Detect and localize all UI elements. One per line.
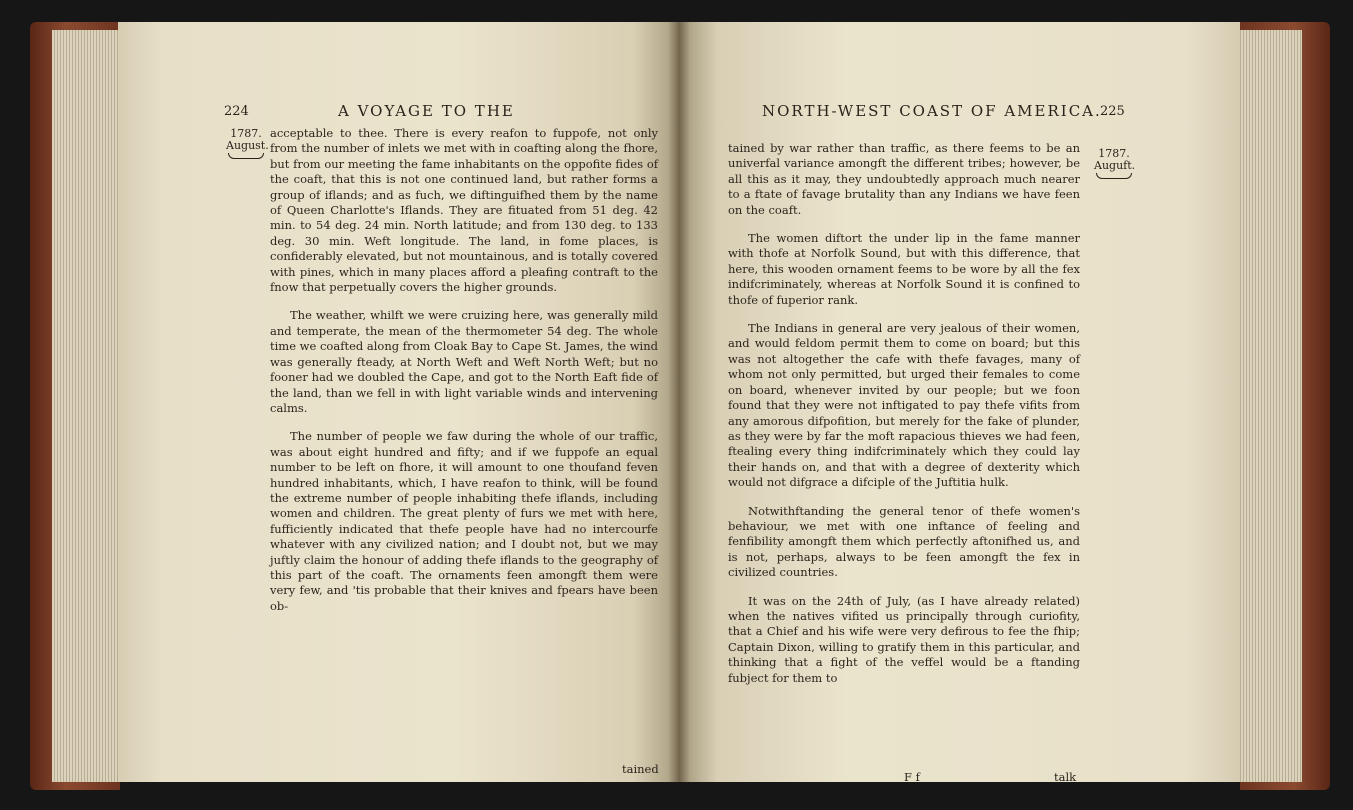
left-paragraph-1: acceptable to thee. There is every reafon to fuppofe, not only from the number of inlets we met with in coafting along the fhore, but from our meeting the fame inhabitants on the oppofite fides of the coaft, that this is not one continued land, but rather forms a group of iflands; and as fuch, we diftinguifhed them by the name of Queen Charlotte's Iflands. They are fituated from 51 deg. 42 min. to 54 deg. 24 min. North latitude; and from 130 deg. to 133 deg. 30 min. Weft longitude. The land, in fome places, is confiderably elevated, but not mountainous, and is totally covered with pines, which in many places afford a pleafing contraft to the fnow that perpetually covers the higher grounds. [270,126,658,295]
left-running-head: A VOYAGE TO THE [338,102,515,120]
left-page-number: 224 [224,104,249,119]
right-page-number: 225 [1100,104,1125,119]
left-paragraph-3: The number of people we faw during the whole of our traffic, was about eight hundred and fifty; and if we fuppofe an equal number to be left on fhore, it will amount to one thoufand feven hundred inhabitants, which, I have reafon to think, will be found the extreme number of people inhabiting thefe iflands, including women and children. The great plenty of furs we met with here, fufficiently indicated that thefe people have had no intercourfe whatever with any civilized nation; and I doubt not, but we may juftly claim the honour of adding thefe iflands to the geography of this part of the coaft. The ornaments feen amongft them were very few, and 'tis probable that their knives and fpears have been ob- [270,429,658,613]
right-margin-date [1094,148,1134,179]
right-page-text [728,141,1080,699]
page-edges-right [1232,30,1302,782]
left-page-text [270,126,658,627]
left-paragraph-2: The weather, whilft we were cruizing here, was generally mild and temperate, the mean of the thermometer 54 deg. The whole time we coafted along from Cloak Bay to Cape St. James, the wind was generally fteady, at North Weft and Weft North Weft; but no fooner had we doubled the Cape, and got to the North Eaft fide of the land, than we fell in with light variable winds and intervening calms. [270,308,659,415]
margin-brace [228,153,264,159]
right-running-head: NORTH-WEST COAST OF AMERICA. [762,102,1102,120]
right-catchword: talk [1054,770,1077,784]
margin-year: 1787. [230,127,262,140]
margin-month: August. [226,139,269,152]
left-catchword: tained [622,762,659,776]
right-paragraph-4: Notwithftanding the general tenor of thefe women's behaviour, we met with one inftance of feeling and fenfibility amongft them which perfectly aftonifhed us, and is not, perhaps, always to be feen amongft the fex in civilized countries. [728,503,1080,580]
margin-year: 1787. [1098,147,1130,160]
right-paragraph-2: The women diftort the under lip in the fame manner with thofe at Norfolk Sound, but with this difference, that here, this wooden ornament feems to be wore by all the fex indifcriminately, whereas at Norfolk Sound it is confined to thofe of fuperior rank. [728,231,1080,307]
margin-brace [1096,173,1132,179]
right-paragraph-5: It was on the 24th of July, (as I have already related) when the natives vifited us principally through curiofity, that a Chief and his wife were very defirous to fee the fhip; Captain Dixon, willing to gratify them in this particular, and thinking that a fight of the veffel would be a ftanding fubject for them to [728,593,1080,685]
right-paragraph-1: tained by war rather than traffic, as there feems to be an univerfal variance amongft the different tribes; however, be all this as it may, they undoubtedly approach much nearer to a ftate of favage brutality than any Indians we have feen on the coaft. [728,141,1080,217]
signature-mark: F f [904,770,920,784]
right-paragraph-3: The Indians in general are very jealous of their women, and would feldom permit them to come on board; but this was not altogether the cafe with thefe favages, many of whom not only permitted, but urged their females to come on board, whenever invited by our people; but we foon found that they were not inftigated to pay thefe vifits from any amorous difpofition, but merely for the fake of plunder, as they were by far the moft rapacious thieves we had feen, ftealing every thing indifcriminately which they could lay their hands on, and that with a degree of dexterity which would not difgrace a difciple of the Juftitia hulk. [728,321,1080,490]
margin-month: Auguft. [1094,159,1136,172]
left-margin-date [226,127,269,159]
page-edges-left [52,30,122,782]
book-gutter [668,22,690,782]
